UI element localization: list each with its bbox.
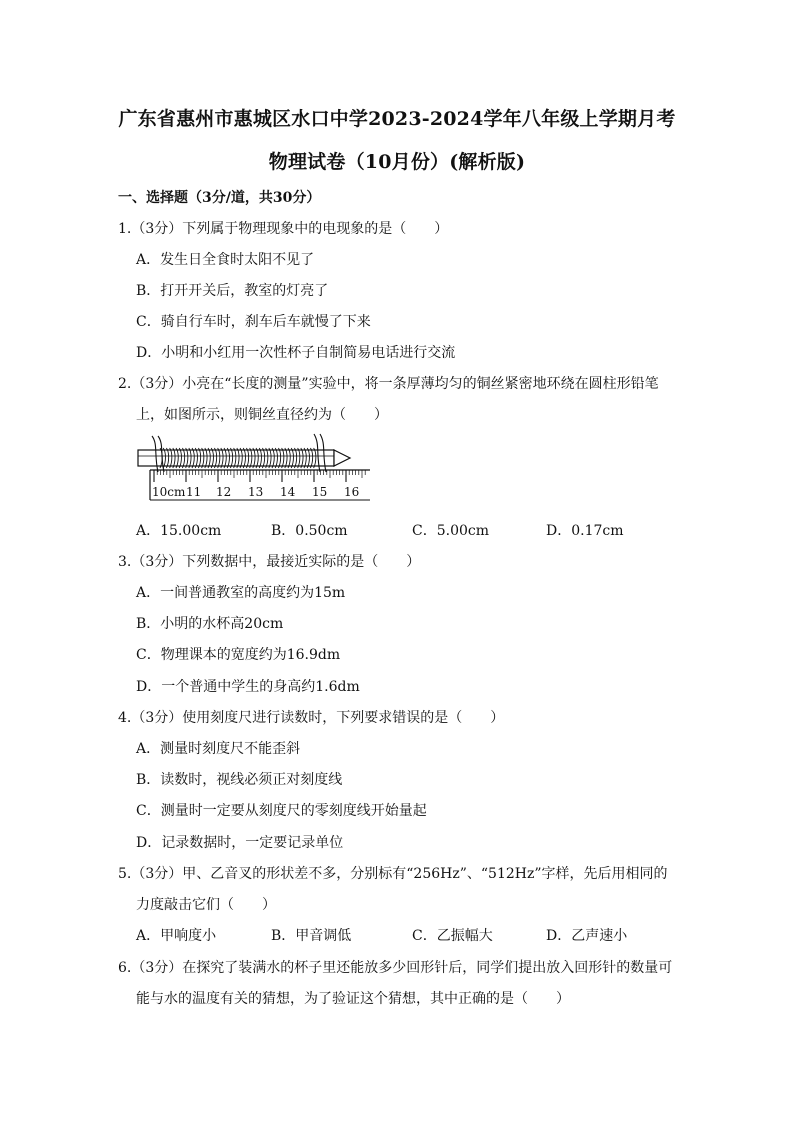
question-5-stem-line-2: 力度敲击它们（ ） <box>136 897 276 913</box>
tick-label-13: 13 <box>248 485 264 499</box>
question-1-option-a: A．发生日全食时太阳不见了 <box>136 252 315 268</box>
question-5-option-c: C．乙振幅大 <box>412 928 493 944</box>
question-3-option-c: C．物理课本的宽度约为16.9dm <box>136 647 341 663</box>
tick-label-11: 11 <box>186 485 202 499</box>
question-2-option-c: C．5.00cm <box>412 523 489 539</box>
question-1-stem: 1.（3分）下列属于物理现象中的电现象的是（ ） <box>118 221 449 237</box>
tick-label-12: 12 <box>216 485 232 499</box>
question-5-option-b: B．甲音调低 <box>271 928 352 944</box>
question-5-option-d: D．乙声速小 <box>546 928 628 944</box>
question-2-option-d: D．0.17cm <box>546 523 624 539</box>
page-title-line-2: 物理试卷（10月份）(解析版) <box>268 151 526 173</box>
question-3-stem: 3.（3分）下列数据中，最接近实际的是（ ） <box>118 554 421 570</box>
section-heading: 一、选择题（3分/道，共30分） <box>118 190 321 206</box>
tick-label-14: 14 <box>280 485 296 499</box>
question-1-option-b: B．打开开关后，教室的灯亮了 <box>136 283 329 299</box>
question-6-stem-line-2: 能与水的温度有关的猜想，为了验证这个猜想，其中正确的是（ ） <box>136 991 570 1007</box>
question-1-option-c: C．骑自行车时，刹车后车就慢了下来 <box>136 314 371 330</box>
question-2-option-a: A．15.00cm <box>136 523 222 539</box>
ruler-pencil-figure <box>134 432 374 504</box>
tick-label-10cm: 10cm <box>152 485 186 499</box>
question-2-stem-line-1: 2.（3分）小亮在“长度的测量”实验中，将一条厚薄均匀的铜丝紧密地环绕在圆柱形铅笔 <box>118 376 659 392</box>
tick-label-16: 16 <box>344 485 360 499</box>
question-3-option-d: D．一个普通中学生的身高约1.6dm <box>136 679 360 695</box>
tick-label-15: 15 <box>312 485 328 499</box>
question-3-option-a: A．一间普通教室的高度约为15m <box>136 585 346 601</box>
question-1-option-d: D．小明和小红用一次性杯子自制简易电话进行交流 <box>136 345 456 361</box>
question-4-option-b: B．读数时，视线必须正对刻度线 <box>136 772 343 788</box>
question-4-option-d: D．记录数据时，一定要记录单位 <box>136 835 344 851</box>
question-3-option-b: B．小明的水杯高20cm <box>136 616 284 632</box>
question-2-stem-line-2: 上，如图所示，则铜丝直径约为（ ） <box>136 407 388 423</box>
question-5-option-a: A．甲响度小 <box>136 928 217 944</box>
question-4-stem: 4.（3分）使用刻度尺进行读数时，下列要求错误的是（ ） <box>118 710 505 726</box>
question-4-option-a: A．测量时刻度尺不能歪斜 <box>136 741 301 757</box>
question-2-option-b: B．0.50cm <box>271 523 348 539</box>
question-5-stem-line-1: 5.（3分）甲、乙音叉的形状差不多，分别标有“256Hz”、“512Hz”字样，先后用相同的 <box>118 866 668 882</box>
page-title-line-1: 广东省惠州市惠城区水口中学2023-2024学年八年级上学期月考 <box>118 108 676 130</box>
question-4-option-c: C．测量时一定要从刻度尺的零刻度线开始量起 <box>136 803 427 819</box>
question-6-stem-line-1: 6.（3分）在探究了装满水的杯子里还能放多少回形针后，同学们提出放入回形针的数量可 <box>118 960 673 976</box>
